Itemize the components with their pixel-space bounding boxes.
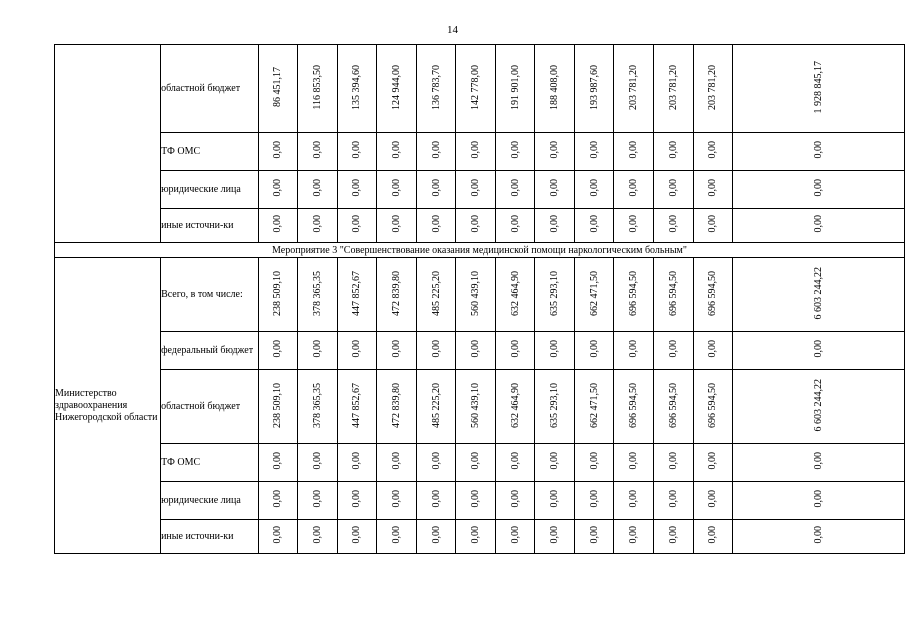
year-value-cell	[495, 332, 535, 370]
funding-source-cell: иные источни-ки	[161, 520, 258, 554]
year-value-cell	[377, 258, 417, 332]
table-row	[55, 444, 905, 482]
value-text: 0,00	[813, 490, 825, 508]
table-row	[55, 171, 905, 209]
year-value-cell	[574, 209, 614, 243]
value-text: 696 594,50	[628, 270, 640, 316]
year-value-cell	[337, 332, 377, 370]
value-text: 662 471,50	[588, 270, 600, 316]
year-value-cell	[535, 45, 575, 133]
year-value-cell	[258, 133, 298, 171]
year-value-cell	[574, 133, 614, 171]
value-text: 447 852,67	[351, 382, 363, 428]
event-row	[55, 243, 905, 258]
value-text: 0,00	[390, 340, 402, 358]
year-value-cell	[298, 332, 338, 370]
table-row	[55, 45, 905, 133]
year-value-cell	[535, 482, 575, 520]
total-value-cell	[733, 370, 905, 444]
value-text: 0,00	[549, 215, 561, 233]
year-value-cell	[377, 520, 417, 554]
year-value-cell	[654, 133, 694, 171]
year-value-cell	[258, 171, 298, 209]
value-text: 0,00	[272, 215, 284, 233]
year-value-cell	[337, 520, 377, 554]
value-text: 378 365,35	[311, 382, 323, 428]
year-value-cell	[298, 444, 338, 482]
value-text: 472 839,80	[390, 382, 402, 428]
value-text: 0,00	[707, 452, 719, 470]
value-text: 0,00	[509, 179, 521, 197]
year-value-cell	[298, 133, 338, 171]
value-text: 0,00	[628, 179, 640, 197]
value-text: 0,00	[430, 215, 442, 233]
year-value-cell	[614, 258, 654, 332]
page-number: 14	[447, 24, 458, 36]
year-value-cell	[377, 332, 417, 370]
value-text: 0,00	[628, 490, 640, 508]
year-value-cell	[535, 520, 575, 554]
value-text: 560 439,10	[470, 270, 482, 316]
year-value-cell	[258, 444, 298, 482]
value-text: 0,00	[470, 340, 482, 358]
value-text: 0,00	[272, 179, 284, 197]
year-value-cell	[574, 45, 614, 133]
year-value-cell	[258, 332, 298, 370]
year-value-cell	[416, 482, 456, 520]
value-text: 0,00	[667, 179, 679, 197]
year-value-cell	[654, 209, 694, 243]
budget-table	[54, 44, 905, 554]
year-value-cell	[416, 209, 456, 243]
funding-source-cell: юридические лица	[161, 171, 258, 209]
year-value-cell	[456, 133, 496, 171]
value-text: 0,00	[470, 141, 482, 159]
year-value-cell	[298, 171, 338, 209]
value-text: 0,00	[588, 215, 600, 233]
year-value-cell	[535, 444, 575, 482]
total-value-cell	[733, 133, 905, 171]
year-value-cell	[693, 209, 733, 243]
value-text: 0,00	[311, 452, 323, 470]
table-row	[55, 332, 905, 370]
value-text: 0,00	[667, 141, 679, 159]
year-value-cell	[654, 482, 694, 520]
year-value-cell	[337, 370, 377, 444]
value-text: 0,00	[470, 490, 482, 508]
value-text: 0,00	[813, 215, 825, 233]
total-value-cell	[733, 209, 905, 243]
year-value-cell	[337, 133, 377, 171]
value-text: 0,00	[813, 452, 825, 470]
value-text: 0,00	[311, 141, 323, 159]
funding-source-cell: областной бюджет	[161, 370, 258, 444]
year-value-cell	[416, 45, 456, 133]
year-value-cell	[298, 45, 338, 133]
year-value-cell	[693, 332, 733, 370]
year-value-cell	[535, 370, 575, 444]
year-value-cell	[298, 209, 338, 243]
value-text: 0,00	[813, 526, 825, 544]
value-text: 0,00	[272, 526, 284, 544]
year-value-cell	[614, 171, 654, 209]
year-value-cell	[377, 45, 417, 133]
total-value-cell	[733, 45, 905, 133]
value-text: 0,00	[509, 340, 521, 358]
year-value-cell	[337, 482, 377, 520]
value-text: 116 853,50	[311, 64, 323, 110]
year-value-cell	[574, 370, 614, 444]
value-text: 0,00	[311, 215, 323, 233]
value-text: 0,00	[351, 452, 363, 470]
table-row	[55, 209, 905, 243]
year-value-cell	[416, 370, 456, 444]
year-value-cell	[416, 133, 456, 171]
year-value-cell	[654, 444, 694, 482]
year-value-cell	[495, 171, 535, 209]
value-text: 238 509,10	[272, 382, 284, 428]
value-text: 0,00	[707, 526, 719, 544]
value-text: 0,00	[430, 141, 442, 159]
year-value-cell	[377, 444, 417, 482]
year-value-cell	[298, 258, 338, 332]
value-text: 203 781,20	[628, 64, 640, 110]
value-text: 0,00	[628, 452, 640, 470]
year-value-cell	[535, 258, 575, 332]
value-text: 6 603 244,22	[813, 378, 825, 432]
year-value-cell	[416, 258, 456, 332]
value-text: 124 944,00	[390, 64, 402, 110]
year-value-cell	[377, 370, 417, 444]
year-value-cell	[535, 332, 575, 370]
year-value-cell	[535, 209, 575, 243]
value-text: 0,00	[509, 215, 521, 233]
value-text: 203 781,20	[707, 64, 719, 110]
value-text: 0,00	[549, 490, 561, 508]
table-row	[55, 520, 905, 554]
value-text: 0,00	[667, 340, 679, 358]
value-text: 1 928 845,17	[813, 60, 825, 114]
year-value-cell	[495, 209, 535, 243]
year-value-cell	[456, 209, 496, 243]
value-text: 135 394,60	[351, 64, 363, 110]
value-text: 0,00	[813, 179, 825, 197]
value-text: 0,00	[509, 526, 521, 544]
value-text: 0,00	[588, 526, 600, 544]
year-value-cell	[654, 332, 694, 370]
value-text: 696 594,50	[707, 382, 719, 428]
total-value-cell	[733, 332, 905, 370]
value-text: 0,00	[549, 141, 561, 159]
year-value-cell	[495, 482, 535, 520]
value-text: 0,00	[509, 141, 521, 159]
year-value-cell	[258, 258, 298, 332]
funding-source-cell: ТФ ОМС	[161, 133, 258, 171]
year-value-cell	[337, 171, 377, 209]
year-value-cell	[456, 45, 496, 133]
year-value-cell	[456, 370, 496, 444]
total-value-cell	[733, 482, 905, 520]
value-text: 0,00	[351, 215, 363, 233]
year-value-cell	[416, 171, 456, 209]
value-text: 0,00	[390, 179, 402, 197]
value-text: 0,00	[351, 141, 363, 159]
year-value-cell	[574, 482, 614, 520]
year-value-cell	[456, 171, 496, 209]
value-text: 0,00	[390, 141, 402, 159]
year-value-cell	[654, 258, 694, 332]
value-text: 0,00	[311, 340, 323, 358]
total-value-cell	[733, 520, 905, 554]
year-value-cell	[614, 370, 654, 444]
value-text: 0,00	[390, 452, 402, 470]
value-text: 0,00	[351, 526, 363, 544]
table-row	[55, 370, 905, 444]
year-value-cell	[258, 520, 298, 554]
value-text: 203 781,20	[667, 64, 679, 110]
value-text: 0,00	[390, 490, 402, 508]
value-text: 0,00	[628, 215, 640, 233]
table-row	[55, 482, 905, 520]
year-value-cell	[614, 45, 654, 133]
year-value-cell	[416, 520, 456, 554]
value-text: 191 901,00	[509, 64, 521, 110]
value-text: 0,00	[707, 490, 719, 508]
value-text: 0,00	[470, 215, 482, 233]
year-value-cell	[258, 45, 298, 133]
value-text: 0,00	[272, 340, 284, 358]
value-text: 696 594,50	[628, 382, 640, 428]
year-value-cell	[574, 520, 614, 554]
value-text: 0,00	[549, 179, 561, 197]
value-text: 0,00	[272, 141, 284, 159]
funding-source-cell: областной бюджет	[161, 45, 258, 133]
value-text: 0,00	[351, 490, 363, 508]
year-value-cell	[337, 45, 377, 133]
year-value-cell	[298, 370, 338, 444]
value-text: 0,00	[430, 340, 442, 358]
value-text: 238 509,10	[272, 270, 284, 316]
value-text: 0,00	[351, 179, 363, 197]
value-text: 0,00	[430, 452, 442, 470]
year-value-cell	[614, 209, 654, 243]
value-text: 632 464,90	[509, 270, 521, 316]
year-value-cell	[614, 520, 654, 554]
value-text: 142 778,00	[470, 64, 482, 110]
year-value-cell	[574, 171, 614, 209]
responsible-org-cell: Министерство здравоохранения Нижегородской области	[55, 258, 161, 554]
year-value-cell	[654, 45, 694, 133]
year-value-cell	[258, 482, 298, 520]
value-text: 0,00	[628, 141, 640, 159]
year-value-cell	[456, 520, 496, 554]
value-text: 560 439,10	[470, 382, 482, 428]
value-text: 635 293,10	[549, 270, 561, 316]
year-value-cell	[495, 258, 535, 332]
value-text: 0,00	[667, 526, 679, 544]
year-value-cell	[693, 171, 733, 209]
value-text: 485 225,20	[430, 270, 442, 316]
value-text: 0,00	[272, 452, 284, 470]
funding-source-cell: иные источни-ки	[161, 209, 258, 243]
year-value-cell	[377, 482, 417, 520]
year-value-cell	[495, 520, 535, 554]
value-text: 0,00	[588, 490, 600, 508]
year-value-cell	[614, 133, 654, 171]
year-value-cell	[654, 520, 694, 554]
year-value-cell	[654, 171, 694, 209]
funding-source-cell: юридические лица	[161, 482, 258, 520]
year-value-cell	[298, 482, 338, 520]
value-text: 0,00	[707, 141, 719, 159]
value-text: 632 464,90	[509, 382, 521, 428]
table-row	[55, 133, 905, 171]
value-text: 0,00	[707, 340, 719, 358]
year-value-cell	[693, 482, 733, 520]
value-text: 0,00	[509, 452, 521, 470]
year-value-cell	[495, 45, 535, 133]
year-value-cell	[693, 444, 733, 482]
value-text: 696 594,50	[667, 270, 679, 316]
value-text: 0,00	[430, 179, 442, 197]
year-value-cell	[693, 370, 733, 444]
year-value-cell	[456, 332, 496, 370]
value-text: 0,00	[430, 526, 442, 544]
event-title: Мероприятие 3 "Совершенствование оказания медицинской помощи наркологическим больным"	[55, 243, 905, 258]
total-value-cell	[733, 171, 905, 209]
value-text: 136 783,70	[430, 64, 442, 110]
value-text: 0,00	[667, 490, 679, 508]
year-value-cell	[614, 332, 654, 370]
year-value-cell	[693, 520, 733, 554]
value-text: 0,00	[470, 179, 482, 197]
value-text: 635 293,10	[549, 382, 561, 428]
total-value-cell	[733, 444, 905, 482]
value-text: 0,00	[311, 179, 323, 197]
year-value-cell	[693, 258, 733, 332]
year-value-cell	[258, 209, 298, 243]
year-value-cell	[495, 133, 535, 171]
value-text: 0,00	[470, 526, 482, 544]
year-value-cell	[377, 133, 417, 171]
year-value-cell	[574, 444, 614, 482]
table-row	[55, 258, 905, 332]
value-text: 0,00	[667, 215, 679, 233]
value-text: 696 594,50	[707, 270, 719, 316]
value-text: 472 839,80	[390, 270, 402, 316]
funding-source-cell: ТФ ОМС	[161, 444, 258, 482]
value-text: 0,00	[628, 526, 640, 544]
funding-source-cell: Всего, в том числе:	[161, 258, 258, 332]
value-text: 0,00	[549, 526, 561, 544]
year-value-cell	[535, 171, 575, 209]
year-value-cell	[416, 444, 456, 482]
responsible-org-cell	[55, 45, 161, 243]
value-text: 0,00	[667, 452, 679, 470]
value-text: 0,00	[470, 452, 482, 470]
value-text: 0,00	[707, 179, 719, 197]
year-value-cell	[574, 332, 614, 370]
value-text: 0,00	[311, 490, 323, 508]
year-value-cell	[456, 482, 496, 520]
year-value-cell	[495, 370, 535, 444]
year-value-cell	[614, 444, 654, 482]
year-value-cell	[416, 332, 456, 370]
value-text: 0,00	[588, 340, 600, 358]
value-text: 0,00	[813, 141, 825, 159]
value-text: 0,00	[707, 215, 719, 233]
year-value-cell	[654, 370, 694, 444]
value-text: 6 603 244,22	[813, 266, 825, 320]
value-text: 696 594,50	[667, 382, 679, 428]
value-text: 0,00	[509, 490, 521, 508]
value-text: 378 365,35	[311, 270, 323, 316]
year-value-cell	[456, 444, 496, 482]
year-value-cell	[614, 482, 654, 520]
value-text: 0,00	[588, 452, 600, 470]
value-text: 662 471,50	[588, 382, 600, 428]
year-value-cell	[258, 370, 298, 444]
value-text: 86 451,17	[272, 67, 284, 107]
year-value-cell	[337, 444, 377, 482]
value-text: 0,00	[351, 340, 363, 358]
value-text: 0,00	[390, 215, 402, 233]
value-text: 0,00	[430, 490, 442, 508]
value-text: 0,00	[549, 340, 561, 358]
value-text: 485 225,20	[430, 382, 442, 428]
year-value-cell	[377, 209, 417, 243]
value-text: 193 987,60	[588, 64, 600, 110]
value-text: 447 852,67	[351, 270, 363, 316]
value-text: 0,00	[813, 340, 825, 358]
year-value-cell	[495, 444, 535, 482]
value-text: 0,00	[272, 490, 284, 508]
year-value-cell	[574, 258, 614, 332]
value-text: 0,00	[549, 452, 561, 470]
year-value-cell	[535, 133, 575, 171]
year-value-cell	[456, 258, 496, 332]
total-value-cell	[733, 258, 905, 332]
year-value-cell	[337, 258, 377, 332]
value-text: 0,00	[311, 526, 323, 544]
funding-source-cell: федеральный бюджет	[161, 332, 258, 370]
year-value-cell	[337, 209, 377, 243]
value-text: 0,00	[390, 526, 402, 544]
value-text: 0,00	[588, 179, 600, 197]
year-value-cell	[298, 520, 338, 554]
value-text: 188 408,00	[549, 64, 561, 110]
value-text: 0,00	[588, 141, 600, 159]
year-value-cell	[693, 45, 733, 133]
year-value-cell	[377, 171, 417, 209]
year-value-cell	[693, 133, 733, 171]
value-text: 0,00	[628, 340, 640, 358]
